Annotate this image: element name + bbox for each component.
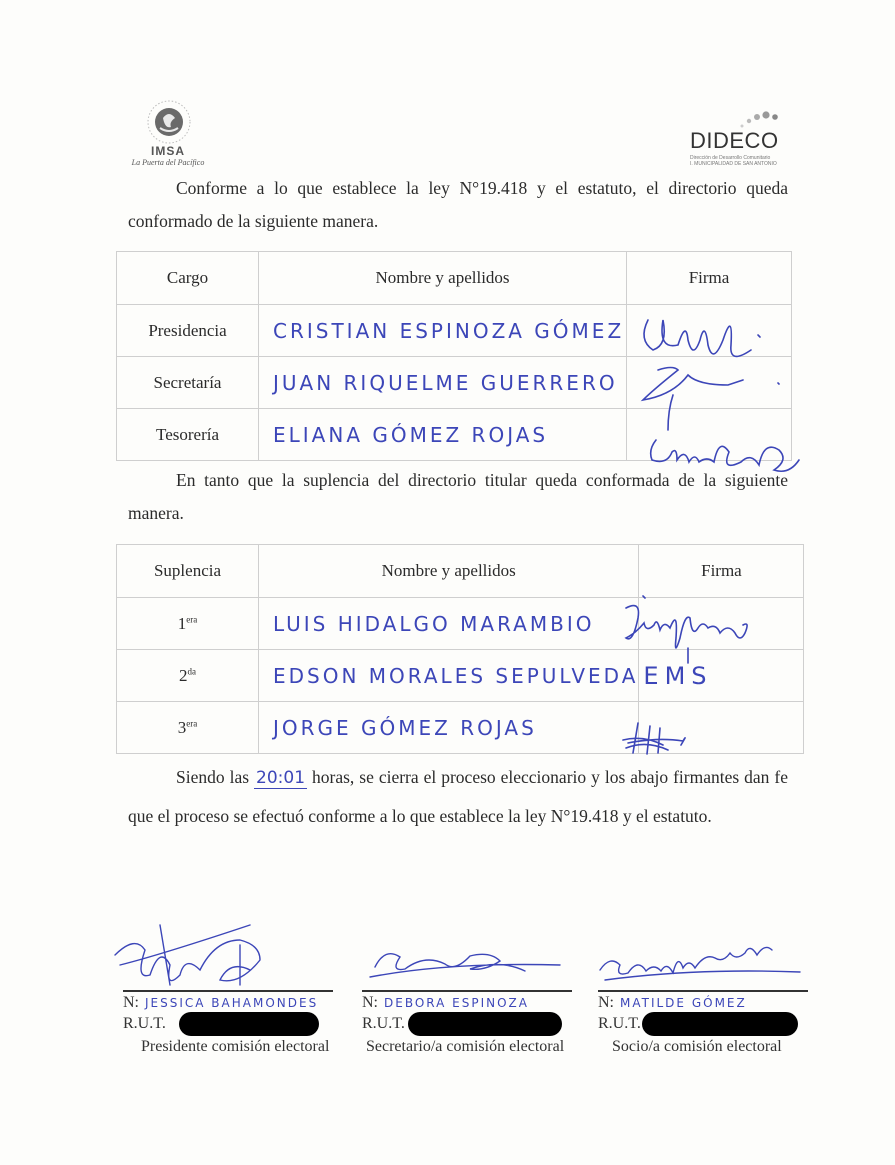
signer-role: Presidente comisión electoral <box>141 1038 330 1055</box>
handwritten-name: ELIANA GÓMEZ ROJAS <box>273 422 549 447</box>
signer-n-label: N: <box>123 994 139 1011</box>
closing-after: horas, se cierra el proceso eleccionario y los abajo firmantes dan fe que el proceso se efectuó conforme a lo que establece la ley N°19.418 y el estatuto. <box>128 767 789 826</box>
signature-cell <box>639 598 804 650</box>
ordinal-cell <box>117 598 259 650</box>
directorio-table <box>116 251 792 461</box>
signer-rut-label: R.U.T. <box>598 1015 641 1032</box>
signer-name: JESSICA BAHAMONDES <box>145 996 319 1010</box>
suplencia-paragraph <box>128 464 788 530</box>
signer-rut-label: R.U.T. <box>362 1015 405 1032</box>
table-row <box>117 357 792 409</box>
cargo-cell: Secretaría <box>117 357 259 409</box>
header-suplencia: Suplencia <box>117 545 259 598</box>
imsa-name: IMSA <box>151 144 185 158</box>
dideco-name: DIDECO <box>690 128 779 153</box>
signer-role: Secretario/a comisión electoral <box>366 1038 565 1055</box>
redaction-bar <box>642 1012 798 1036</box>
ordinal-number: 2 <box>179 665 188 685</box>
dideco-subtitle-1: Dirección de Desarrollo Comunitario <box>690 155 771 161</box>
header-nombre: Nombre y apellidos <box>259 252 627 305</box>
ordinal-suffix: da <box>187 665 196 676</box>
signature-cell <box>627 409 792 461</box>
closing-paragraph <box>128 758 788 835</box>
ordinal-suffix: era <box>186 613 198 624</box>
dideco-logo <box>690 108 790 166</box>
suplencia-table <box>116 544 804 754</box>
closing-hour: 20 <box>256 768 278 788</box>
handwritten-name: LUIS HIDALGO MARAMBIO <box>273 611 595 636</box>
cargo-cell: Tesorería <box>117 409 259 461</box>
ordinal-cell <box>117 702 259 754</box>
redaction-bar <box>179 1012 319 1036</box>
imsa-emblem-icon <box>136 98 202 146</box>
redaction-bar <box>408 1012 562 1036</box>
imsa-tagline: La Puerta del Pacífico <box>131 158 205 167</box>
signer-name: DEBORA ESPINOZA <box>384 996 529 1010</box>
table-row <box>117 702 804 754</box>
signature-cell <box>639 702 804 754</box>
table-header-row <box>117 545 804 598</box>
closing-sep: : <box>277 768 284 788</box>
ordinal-suffix: era <box>186 717 198 728</box>
handwritten-name: CRISTIAN ESPINOZA GÓMEZ <box>273 318 625 343</box>
handwritten-name: EDSON MORALES SEPULVEDA <box>273 663 639 688</box>
ordinal-number: 3 <box>177 717 187 737</box>
signer-role: Socio/a comisión electoral <box>612 1038 782 1055</box>
signature-secretario-comision <box>370 954 560 977</box>
signer-n-label: N: <box>598 994 614 1011</box>
signer-rut-label: R.U.T. <box>123 1015 166 1032</box>
closing-hour-field <box>254 768 307 789</box>
suplencia-text: En tanto que la suplencia del directorio titular queda conformada de la siguiente manera. <box>128 470 788 523</box>
header-nombre: Nombre y apellidos <box>259 545 639 598</box>
imsa-logo <box>118 98 218 170</box>
dideco-subtitle-2: I. MUNICIPALIDAD DE SAN ANTONIO <box>690 161 777 167</box>
handwritten-name: JUAN RIQUELME GUERRERO <box>273 370 618 395</box>
intro-paragraph <box>128 172 788 238</box>
ordinal-cell <box>117 650 259 702</box>
table-row <box>117 598 804 650</box>
signature-cell <box>627 305 792 357</box>
signature-socio-comision <box>600 947 800 980</box>
intro-text: Conforme a lo que establece la ley N°19.418 y el estatuto, el directorio queda conformado de la siguiente manera. <box>128 178 788 231</box>
signature-cell <box>627 357 792 409</box>
ordinal-number: 1 <box>177 613 187 633</box>
header-firma: Firma <box>639 545 804 598</box>
header-cargo: Cargo <box>117 252 259 305</box>
dideco-dots-icon <box>698 108 778 130</box>
table-row <box>117 650 804 702</box>
signer-name: MATILDE GÓMEZ <box>620 996 747 1010</box>
closing-before: Siendo las <box>176 767 250 787</box>
header-firma: Firma <box>627 252 792 305</box>
table-row <box>117 305 792 357</box>
table-header-row <box>117 252 792 305</box>
handwritten-name: JORGE GÓMEZ ROJAS <box>273 715 537 740</box>
cargo-cell: Presidencia <box>117 305 259 357</box>
closing-minute: 01 <box>283 768 306 788</box>
signature-initials: EMS <box>643 661 713 690</box>
signer-n-label: N: <box>362 994 378 1011</box>
signature-presidente-comision <box>115 925 260 985</box>
table-row <box>117 409 792 461</box>
